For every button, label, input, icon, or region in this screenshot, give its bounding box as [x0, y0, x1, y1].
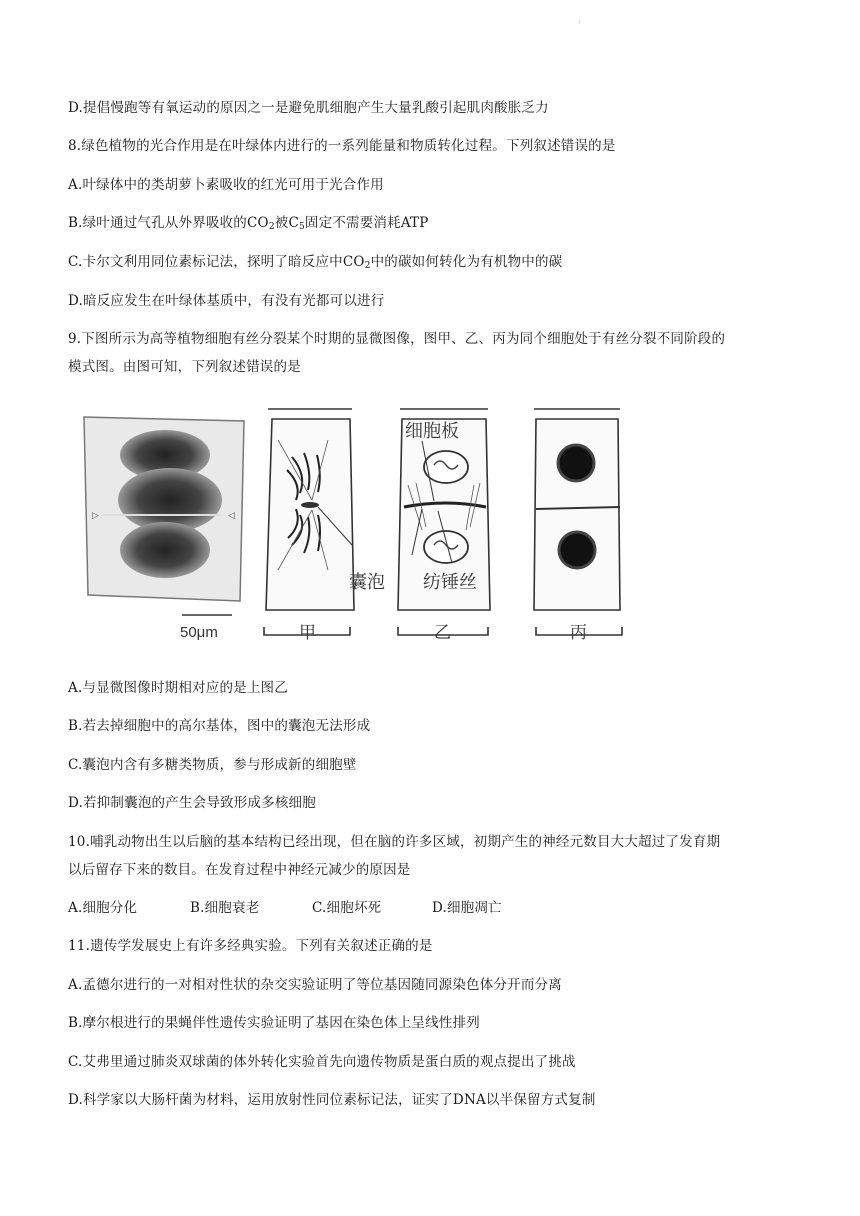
- q9-option-b: B.若去掉细胞中的高尔基体，图中的囊泡无法形成: [68, 718, 371, 734]
- mitosis-figure: [82, 405, 642, 645]
- header-mark: ·: [578, 18, 581, 27]
- q8-b-text-3: 固定不需要消耗ATP: [304, 215, 429, 231]
- q10-stem-line-2: 以后留存下来的数目。在发育过程中神经元减少的原因是: [68, 862, 411, 878]
- cell-jia: [264, 409, 354, 643]
- q10-option-b: B.细胞衰老: [190, 900, 260, 916]
- q11-option-b: B.摩尔根进行的果蝇伴性遗传实验证明了基因在染色体上呈线性排列: [68, 1015, 480, 1031]
- q10-option-d: D.细胞凋亡: [432, 900, 502, 916]
- q9-option-c: C.囊泡内含有多糖类物质，参与形成新的细胞壁: [68, 757, 357, 773]
- q11-stem: 11.遗传学发展史上有许多经典实验。下列有关叙述正确的是: [68, 938, 433, 954]
- q8-stem: 8.绿色植物的光合作用是在叶绿体内进行的一系列能量和物质转化过程。下列叙述错误的是: [68, 138, 616, 154]
- micrograph: [84, 417, 244, 641]
- label-yi: 乙: [434, 623, 451, 643]
- q8-option-d: D.暗反应发生在叶绿体基质中，有没有光都可以进行: [68, 293, 385, 309]
- q8-c-sub: 2: [364, 261, 371, 271]
- q10-option-a: A.细胞分化: [68, 900, 138, 916]
- label-jia: 甲: [299, 623, 316, 643]
- q9-option-a: A.与显微图像时期相对应的是上图乙: [68, 680, 288, 696]
- q8-option-b: [68, 214, 429, 236]
- svg-text:▷: ▷: [92, 511, 99, 521]
- q10-options: [68, 899, 502, 917]
- q8-b-sub-1: 2: [268, 222, 275, 232]
- q10-option-c: C.细胞坏死: [312, 900, 382, 916]
- q11-option-a: A.孟德尔进行的一对相对性状的杂交实验证明了等位基因随同源染色体分开而分离: [68, 977, 562, 993]
- cell-yi: [349, 409, 490, 643]
- q11-option-d: D.科学家以大肠杆菌为材料，运用放射性同位素标记法，证实了DNA以半保留方式复制: [68, 1092, 596, 1108]
- q8-b-text-2: 被C: [274, 215, 299, 231]
- q10-stem-line-1: 10.哺乳动物出生以后脑的基本结构已经出现，但在脑的许多区域，初期产生的神经元数目大大超过了发育期: [68, 834, 721, 850]
- q11-option-c: C.艾弗里通过肺炎双球菌的体外转化实验首先向遗传物质是蛋白质的观点提出了挑战: [68, 1054, 576, 1070]
- label-bing: 丙: [570, 623, 587, 643]
- q8-c-text-2: 中的碳如何转化为有机物中的碳: [370, 254, 563, 270]
- q7-option-d: D.提倡慢跑等有氧运动的原因之一是避免肌细胞产生大量乳酸引起肌肉酸胀乏力: [68, 100, 549, 116]
- q8-b-text-1: B.绿叶通过气孔从外界吸收的CO: [68, 215, 269, 231]
- label-cell-plate: 细胞板: [405, 421, 459, 442]
- label-spindle: 纺锤丝: [423, 572, 477, 593]
- q8-c-text-1: C.卡尔文利用同位素标记法，探明了暗反应中CO: [68, 254, 365, 270]
- q8-option-c: [68, 253, 562, 275]
- q9-stem-line-1: 9.下图所示为高等植物细胞有丝分裂某个时期的显微图像，图甲、乙、丙为同个细胞处于有丝分裂不同阶段的: [68, 331, 726, 347]
- cell-bing: [534, 409, 622, 643]
- scale-bar-label: 50μm: [180, 624, 218, 641]
- label-vesicle: 囊泡: [349, 572, 385, 593]
- svg-text:◁: ◁: [228, 511, 235, 521]
- q9-option-d: D.若抑制囊泡的产生会导致形成多核细胞: [68, 795, 316, 811]
- q9-stem-line-2: 模式图。由图可知，下列叙述错误的是: [68, 359, 301, 375]
- q8-option-a: A.叶绿体中的类胡萝卜素吸收的红光可用于光合作用: [68, 177, 384, 193]
- q8-b-sub-2: 5: [298, 222, 305, 232]
